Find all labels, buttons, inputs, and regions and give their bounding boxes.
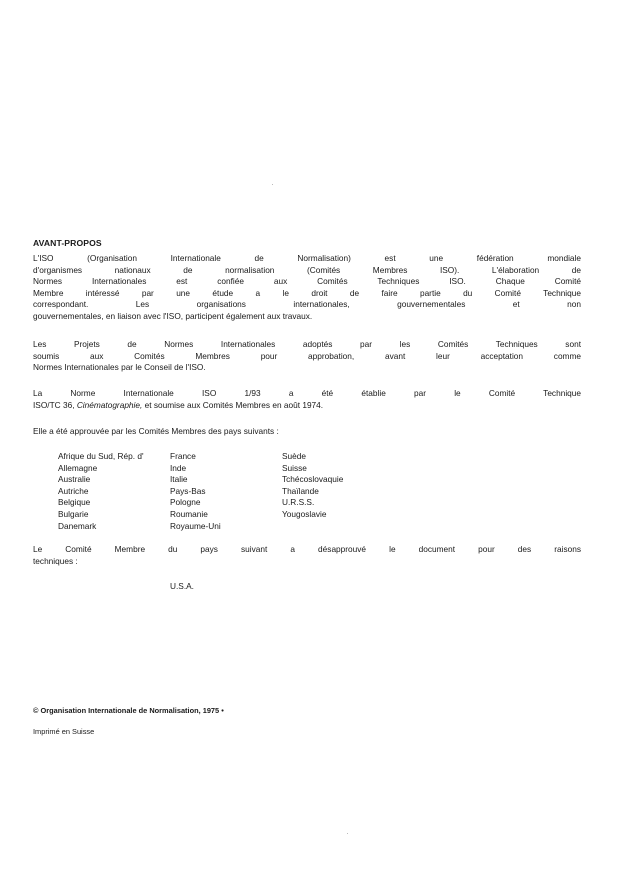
country-item: Allemagne: [58, 462, 98, 473]
submission-text: et soumise aux Comités Membres en août 1974.: [142, 399, 324, 410]
country-item: Pologne: [170, 497, 201, 508]
country-item: France: [170, 451, 196, 461]
paragraph-line: Le Comité Membre du pays suivant a désapprouvé le document pour des raisons: [33, 544, 581, 554]
country-item: Roumanie: [170, 508, 208, 519]
countries-column-1: [58, 451, 144, 532]
country-item: Bulgarie: [58, 508, 89, 519]
copyright-notice: © Organisation Internationale de Normalisation, 1975 •: [33, 706, 224, 715]
countries-column-2: [170, 451, 221, 532]
foreword-paragraph-1: [33, 253, 581, 323]
paragraph-line: L'ISO (Organisation Internationale de Normalisation) est une fédération mondiale: [33, 253, 581, 263]
country-item: Pays-Bas: [170, 485, 206, 496]
country-item: Afrique du Sud, Rép. d': [58, 451, 144, 461]
country-item: Suisse: [282, 462, 307, 473]
paragraph-line: Membre intéressé par une étude a le droit de faire partie du Comité Technique: [33, 287, 581, 298]
paragraph-line: Les Projets de Normes Internationales adoptés par les Comités Techniques sont: [33, 339, 581, 349]
country-item: Australie: [58, 474, 91, 485]
foreword-heading: AVANT-PROPOS: [33, 238, 102, 248]
paragraph-line: Elle a été approuvée par les Comités Membres des pays suivants :: [33, 426, 279, 436]
scan-speck: [347, 833, 348, 834]
printed-in-notice: Imprimé en Suisse: [33, 727, 95, 736]
paragraph-line: soumis aux Comités Membres pour approbation, avant leur acceptation comme: [33, 350, 581, 361]
country-item: U.R.S.S.: [282, 497, 315, 508]
country-item: Italie: [170, 474, 188, 485]
foreword-paragraph-2: [33, 339, 581, 374]
paragraph-line: Normes Internationales par le Conseil de l'ISO.: [33, 362, 206, 373]
country-item: Danemark: [58, 520, 97, 531]
paragraph-line: gouvernementales, en liaison avec l'ISO, participent également aux travaux.: [33, 310, 313, 321]
paragraph-line: d'organismes nationaux de normalisation (Comités Membres ISO). L'élaboration de: [33, 264, 581, 275]
country-item: Royaume-Uni: [170, 520, 221, 531]
committee-title: Cinématographie,: [76, 399, 143, 410]
tc-reference: ISO/TC 36,: [33, 399, 77, 410]
paragraph-line: techniques :: [33, 555, 78, 566]
country-item: Suède: [282, 451, 306, 461]
foreword-paragraph-5: [33, 544, 581, 567]
paragraph-line: Normes Internationales est confiée aux Comités Techniques ISO. Chaque Comité: [33, 276, 581, 287]
paragraph-line: [33, 400, 581, 412]
country-item: Inde: [170, 462, 187, 473]
country-item: Tchécoslovaquie: [282, 474, 344, 485]
country-item: Thaïlande: [282, 485, 319, 496]
paragraph-line: La Norme Internationale ISO 1/93 a été établie par le Comité Technique: [33, 388, 581, 398]
country-item: Autriche: [58, 485, 89, 496]
paragraph-line: correspondant. Les organisations internationales, gouvernementales et non: [33, 299, 581, 310]
foreword-paragraph-3: [33, 388, 581, 411]
scan-speck: [272, 184, 273, 185]
country-item: Yougoslavie: [282, 508, 327, 519]
country-item: Belgique: [58, 497, 91, 508]
disapproving-country: U.S.A.: [170, 581, 194, 591]
countries-column-3: [282, 451, 343, 521]
foreword-paragraph-4: [33, 426, 581, 438]
